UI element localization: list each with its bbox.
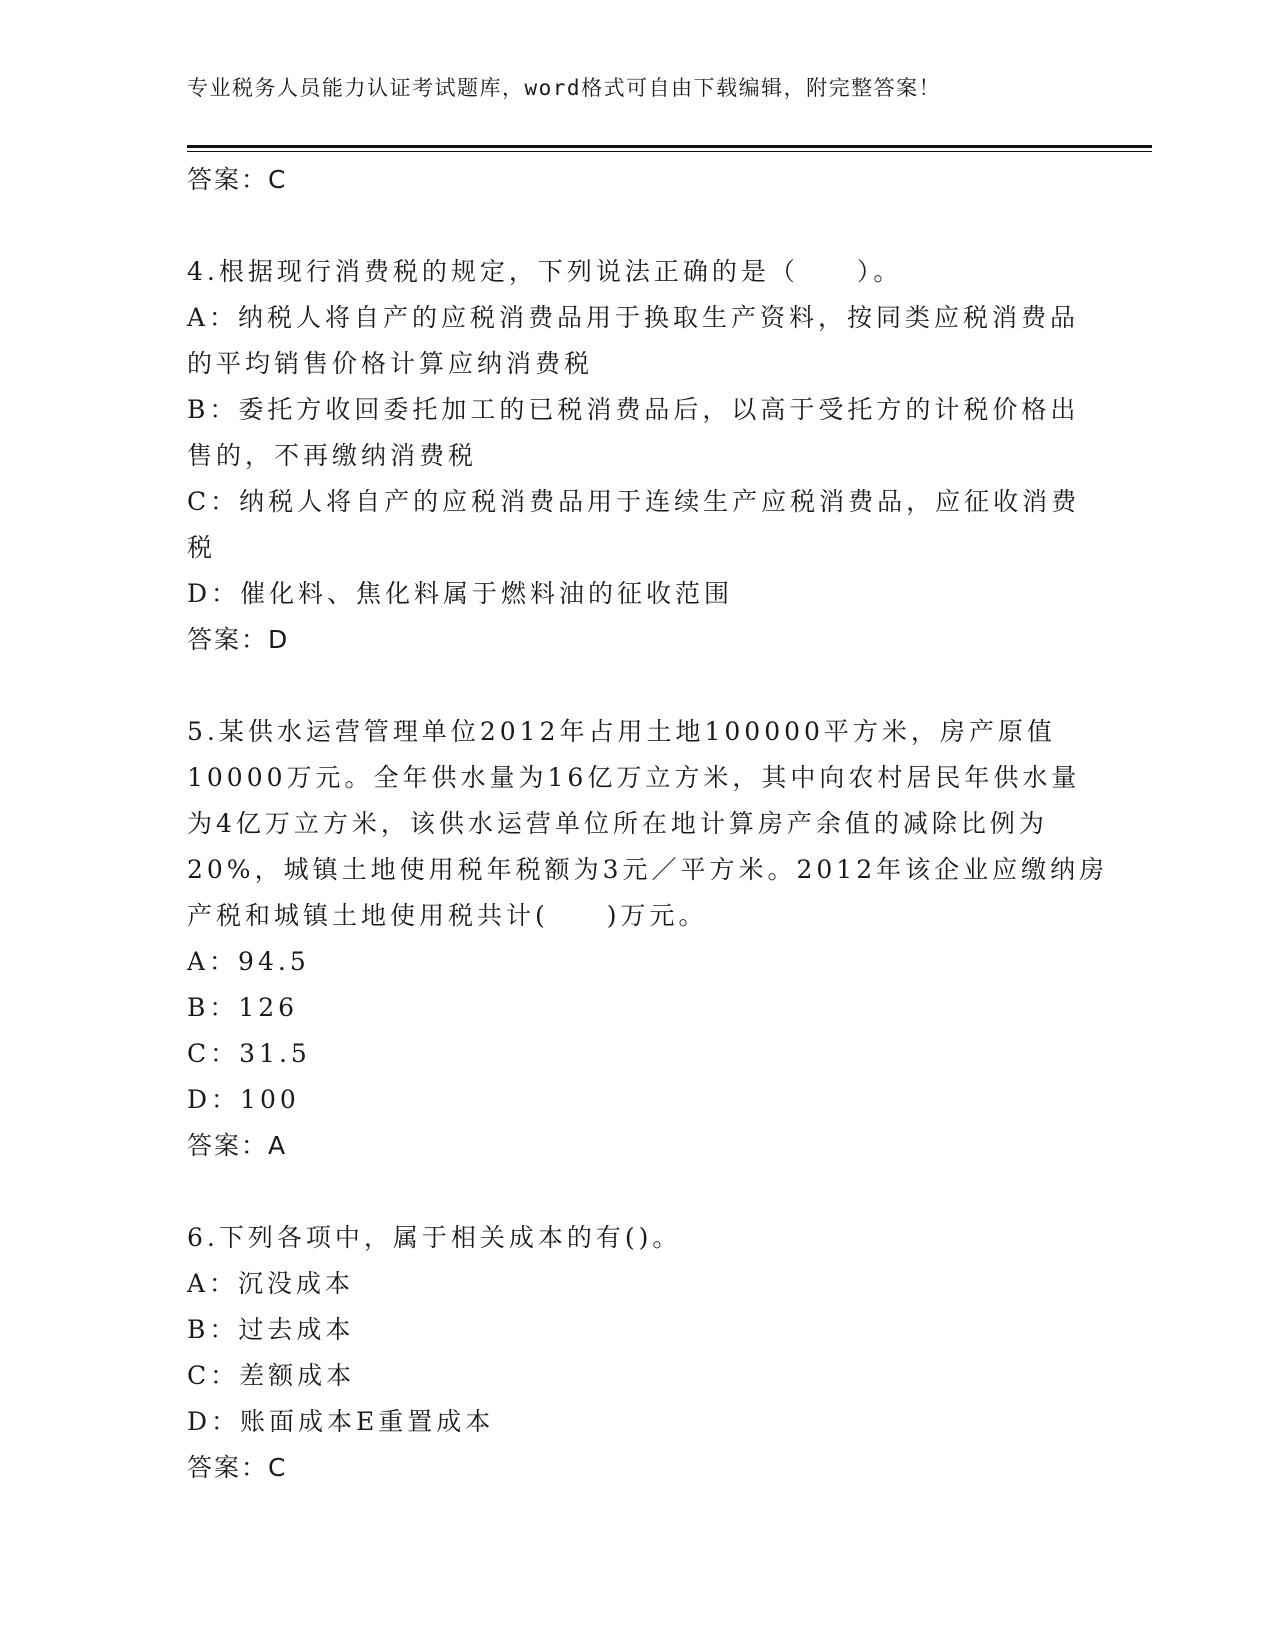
header-rule-thin: [187, 151, 1152, 152]
option-line: A：沉没成本: [187, 1269, 355, 1298]
option-line: B：过去成本: [187, 1315, 355, 1344]
question-gap: [187, 663, 1087, 709]
answer-line: 答案：A: [187, 1131, 288, 1160]
question-gap: [187, 1169, 1087, 1215]
question-block: [187, 709, 1109, 1169]
option-line: D：100: [187, 1085, 300, 1114]
option-line: C：纳税人将自产的应税消费品用于连续生产应税消费品，应征收消费: [187, 487, 1081, 516]
question-stem-line: 产税和城镇土地使用税共计( )万元。: [187, 901, 708, 930]
answer-line: 答案：D: [187, 625, 290, 654]
question-stem-line: 4.根据现行消费税的规定，下列说法正确的是（ ）。: [187, 257, 903, 286]
option-line: B：委托方收回委托加工的已税消费品后，以高于受托方的计税价格出: [187, 395, 1080, 424]
option-line: B：126: [187, 993, 299, 1022]
answer-line: 答案：C: [187, 1453, 288, 1482]
question-stem-line: 5.某供水运营管理单位2012年占用土地100000平方米，房产原值: [187, 717, 1056, 746]
question-stem-line: 10000万元。全年供水量为16亿万立方米，其中向农村居民年供水量: [187, 763, 1081, 792]
option-line: C：31.5: [187, 1039, 311, 1068]
question-stem-line: 6.下列各项中，属于相关成本的有()。: [187, 1223, 682, 1252]
header-rule-thick: [187, 145, 1152, 148]
question-block: [187, 1215, 1087, 1491]
question-block: [187, 249, 1087, 663]
option-line: 售的，不再缴纳消费税: [187, 441, 478, 470]
question-stem-line: 为4亿万立方米，该供水运营单位所在地计算房产余值的减除比例为: [187, 809, 1048, 838]
question-stem-line: 20%，城镇土地使用税年税额为3元／平方米。2012年该企业应缴纳房: [187, 855, 1109, 884]
option-line: A：94.5: [187, 947, 310, 976]
option-line: A：纳税人将自产的应税消费品用于换取生产资料，按同类应税消费品: [187, 303, 1080, 332]
option-line: D：账面成本E重置成本: [187, 1407, 495, 1436]
page-header: 专业税务人员能力认证考试题库，word格式可自由下载编辑，附完整答案！: [187, 76, 942, 100]
option-line: D：催化料、焦化料属于燃料油的征收范围: [187, 579, 734, 608]
question-content: [187, 157, 1109, 1491]
question-list: [187, 203, 1109, 1491]
question-gap: [187, 203, 1087, 249]
option-line: 税: [187, 533, 217, 562]
option-line: C：差额成本: [187, 1361, 356, 1390]
option-line: 的平均销售价格计算应纳消费税: [187, 349, 594, 378]
previous-answer: 答案：C: [187, 165, 288, 194]
